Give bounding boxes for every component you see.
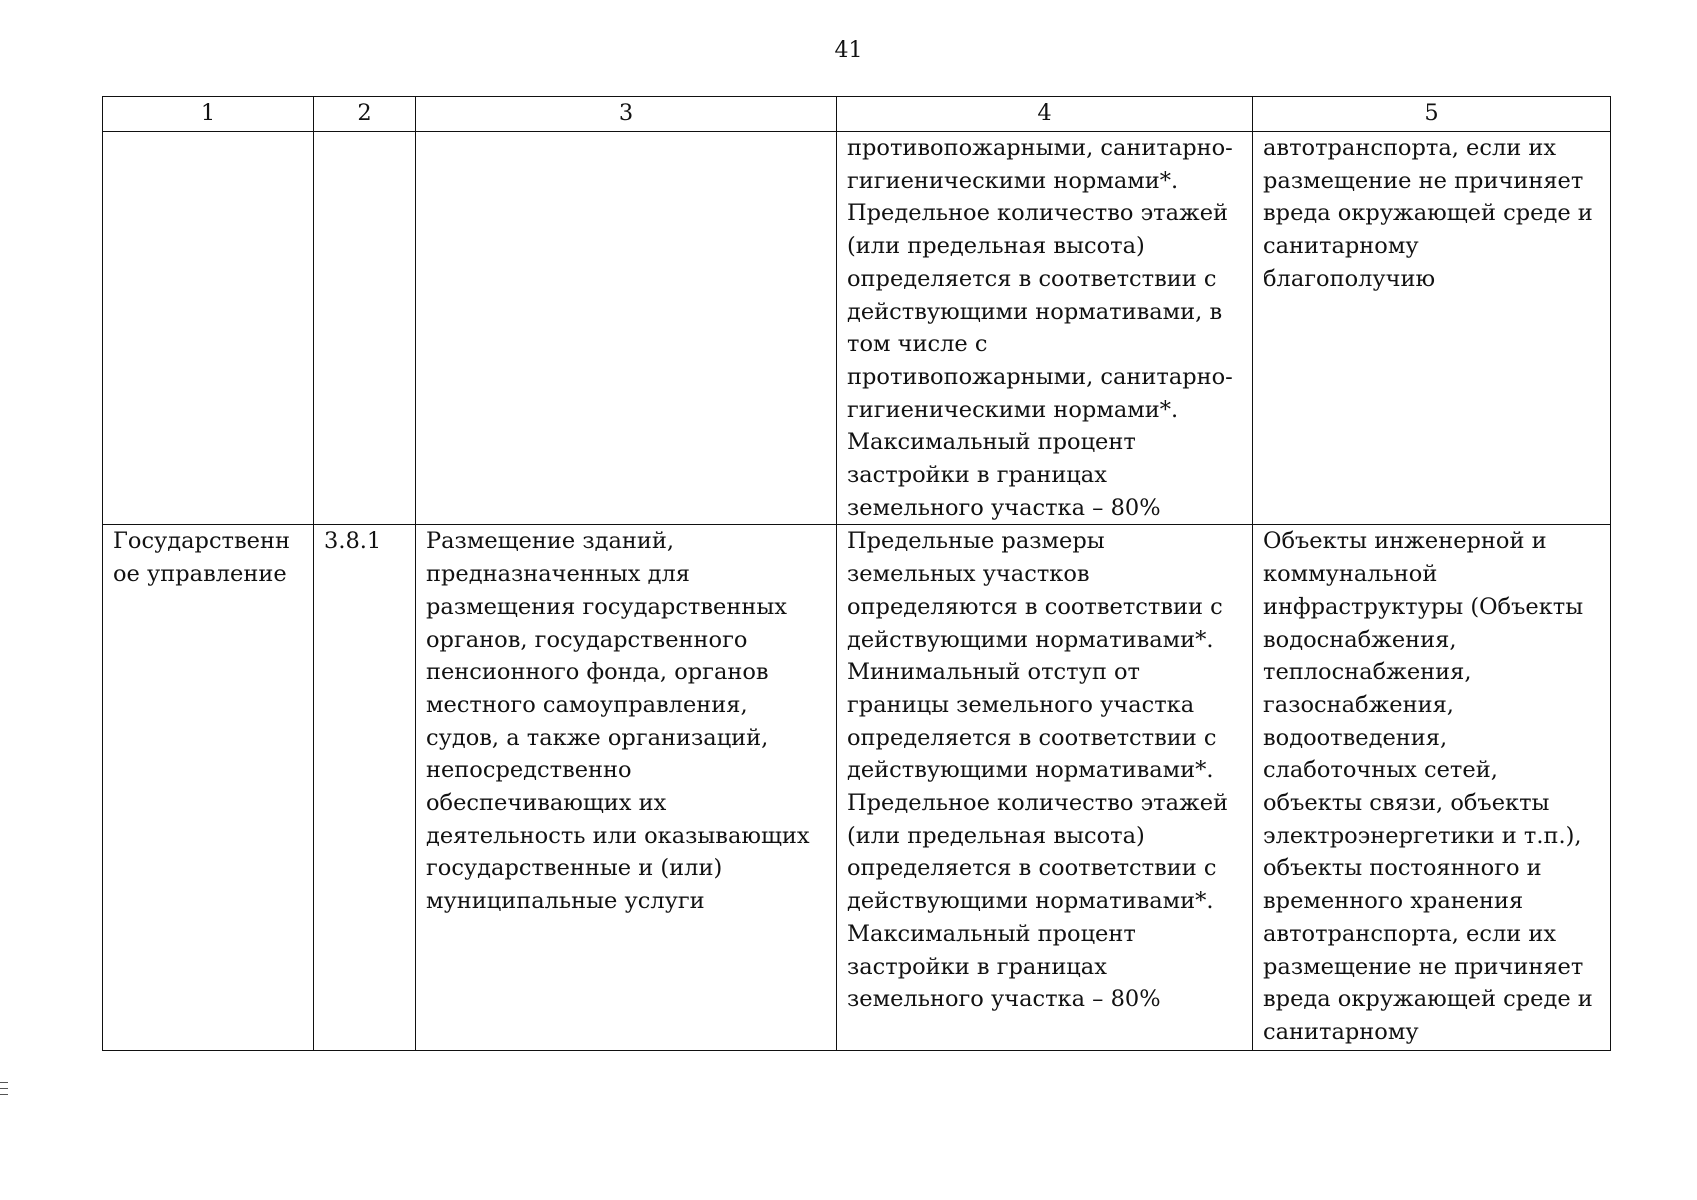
- cell-text-line: автотранспорта, если их: [1263, 135, 1557, 161]
- cell-text-line: электроэнергетики и т.п.),: [1263, 822, 1582, 849]
- cell-text-line: теплоснабжения,: [1263, 659, 1472, 686]
- cell-text-line: непосредственно: [426, 757, 632, 784]
- cell-text-line: определяется в соответствии с: [847, 265, 1217, 292]
- cell-text-line: Объекты инженерной и: [1263, 528, 1547, 555]
- cell-text-line: обеспечивающих их: [426, 790, 667, 817]
- cell-text-line: определяется в соответствии с: [847, 724, 1217, 751]
- cell-text-line: земельных участков: [847, 561, 1090, 588]
- cell-text-line: действующими нормативами*.: [847, 888, 1214, 915]
- cell-text-line: том числе с: [847, 331, 988, 358]
- cell-text-line: слаботочных сетей,: [1263, 757, 1498, 784]
- cell-text-line: земельного участка – 80%: [847, 986, 1161, 1013]
- table-header-row: [103, 97, 1611, 132]
- cell-text-line: благополучию: [1263, 265, 1436, 292]
- cell-text-line: Предельное количество этажей: [847, 790, 1229, 817]
- regulation-table: [102, 96, 1611, 1051]
- cell-text-line: определяется в соответствии с: [847, 855, 1217, 882]
- cell-text-line: коммунальной: [1263, 561, 1438, 588]
- cell-text-line: застройки в границах: [847, 953, 1107, 980]
- cell-text-line: размещения государственных: [426, 593, 787, 620]
- cell-text-line: вреда окружающей среде и: [1263, 200, 1593, 227]
- cell-text-line: водоотведения,: [1263, 724, 1448, 751]
- cell-text-line: гигиеническими нормами*.: [847, 396, 1179, 423]
- cell-description: [416, 132, 837, 525]
- cell-text-line: объекты связи, объекты: [1263, 790, 1550, 817]
- column-header: 2: [314, 97, 416, 132]
- cell-text-line: размещение не причиняет: [1263, 953, 1584, 980]
- margin-scan-mark: [0, 1082, 8, 1100]
- cell-text-line: деятельность или оказывающих: [426, 822, 810, 849]
- cell-text-line: действующими нормативами*.: [847, 757, 1214, 784]
- cell-text-line: Максимальный процент: [847, 920, 1136, 947]
- cell-text-line: инфраструктуры (Объекты: [1263, 593, 1584, 620]
- table-row-state-administration: [103, 525, 1611, 1051]
- cell-text-line: 3.8.1: [324, 528, 382, 555]
- cell-text-line: противопожарными, санитарно-: [847, 363, 1233, 390]
- cell-text-line: гигиеническими нормами*.: [847, 167, 1179, 194]
- cell-text-line: Размещение зданий,: [426, 528, 675, 555]
- cell-text-line: Максимальный процент: [847, 429, 1136, 456]
- cell-text-line: органов, государственного: [426, 626, 748, 653]
- cell-text-line: государственные и (или): [426, 855, 723, 882]
- cell-text-line: пенсионного фонда, органов: [426, 659, 769, 686]
- cell-text-line: местного самоуправления,: [426, 691, 748, 718]
- column-header: 4: [837, 97, 1253, 132]
- column-header: 1: [103, 97, 314, 132]
- cell-text-line: Предельное количество этажей: [847, 200, 1229, 227]
- cell-text-line: действующими нормативами*.: [847, 626, 1214, 653]
- cell-text-line: ое управление: [113, 561, 287, 588]
- cell-text-line: водоснабжения,: [1263, 626, 1457, 653]
- cell-code: [314, 132, 416, 525]
- cell-description: [416, 525, 837, 1051]
- cell-land-use-name: [103, 525, 314, 1051]
- cell-text-line: застройки в границах: [847, 462, 1107, 489]
- cell-text-line: действующими нормативами, в: [847, 298, 1223, 325]
- cell-text-line: вреда окружающей среде и: [1263, 986, 1593, 1013]
- cell-text-line: определяются в соответствии с: [847, 593, 1223, 620]
- cell-auxiliary-uses: [1253, 132, 1611, 525]
- cell-text-line: санитарному: [1263, 1018, 1419, 1045]
- cell-text-line: земельного участка – 80%: [847, 494, 1161, 521]
- cell-text-line: автотранспорта, если их: [1263, 920, 1557, 947]
- cell-parameters: [837, 132, 1253, 525]
- cell-text-line: муниципальные услуги: [426, 888, 705, 915]
- cell-text-line: (или предельная высота): [847, 822, 1145, 849]
- cell-land-use-name: [103, 132, 314, 525]
- cell-code: [314, 525, 416, 1051]
- cell-text-line: (или предельная высота): [847, 233, 1145, 260]
- cell-text-line: Минимальный отступ от: [847, 659, 1140, 686]
- cell-text-line: газоснабжения,: [1263, 691, 1454, 718]
- cell-text-line: размещение не причиняет: [1263, 167, 1584, 194]
- cell-text-line: границы земельного участка: [847, 691, 1195, 718]
- column-header: 5: [1253, 97, 1611, 132]
- table-row-continuation: [103, 132, 1611, 525]
- column-header: 3: [416, 97, 837, 132]
- cell-auxiliary-uses: [1253, 525, 1611, 1051]
- page-number: 41: [834, 38, 863, 63]
- cell-text-line: временного хранения: [1263, 888, 1524, 915]
- cell-parameters: [837, 525, 1253, 1051]
- cell-text-line: санитарному: [1263, 233, 1419, 260]
- cell-text-line: предназначенных для: [426, 561, 690, 588]
- cell-text-line: объекты постоянного и: [1263, 855, 1542, 882]
- cell-text-line: Предельные размеры: [847, 528, 1105, 555]
- cell-text-line: судов, а также организаций,: [426, 724, 769, 751]
- cell-text-line: Государственн: [113, 528, 290, 555]
- cell-text-line: противопожарными, санитарно-: [847, 135, 1233, 161]
